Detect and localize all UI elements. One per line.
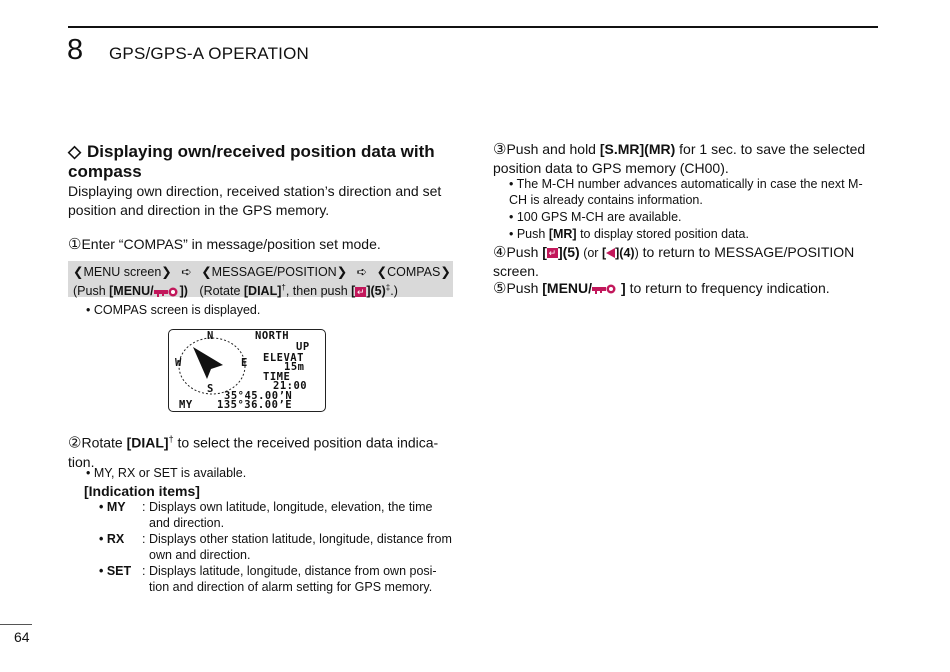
key-5-label: ](5): [557, 244, 580, 260]
menu-key-line: [73, 280, 453, 299]
bracket-open: [: [542, 244, 547, 260]
chapter-title: GPS/GPS-A OPERATION: [109, 44, 309, 63]
lcd-elevat: ELEVAT: [263, 352, 304, 364]
lcd-elevation-value: 15m: [284, 361, 305, 373]
step-1: [68, 235, 458, 254]
indication-desc: : Displays latitude, longitude, distance from own posi-tion and direction of alarm setting for GPS memory.: [142, 564, 437, 594]
lcd-my: MY: [179, 399, 193, 411]
section-title: Displaying own/received position data with compass: [68, 142, 435, 181]
arrow-icon: ➪: [356, 265, 368, 279]
compass-s-label: S: [207, 383, 214, 395]
step-2-pre: Rotate: [81, 434, 127, 451]
step-2-text: to select the received position data indica-tion.: [68, 434, 439, 470]
bracket-open: [: [601, 246, 607, 260]
lcd-latitude: 35°45.00’N: [224, 390, 293, 402]
indication-items-list: [99, 499, 453, 595]
menu-path-line: [73, 264, 453, 280]
chapter-number: 8: [67, 34, 84, 66]
footer-rule: [0, 624, 32, 625]
note-pre: • Push: [509, 227, 549, 241]
step-5-pre: Push: [506, 280, 543, 296]
step-4: [493, 243, 878, 281]
list-item: [99, 563, 453, 595]
step-3-number: ③: [493, 141, 507, 158]
lcd-north: NORTH: [255, 330, 290, 342]
list-item: • 100 GPS M-CH are available.: [509, 210, 682, 224]
key-icon: [154, 287, 180, 297]
step-1-note: • COMPAS screen is displayed.: [86, 303, 261, 317]
menu-path-item-3: ❮COMPAS❯: [376, 265, 451, 279]
step-5: [493, 279, 878, 298]
return-icon: ↵: [548, 248, 557, 259]
step-1-number: ①: [68, 236, 82, 253]
step-5-text: to return to frequency indication.: [625, 280, 830, 296]
menu-key-label: [MENU/: [542, 280, 593, 296]
compass-n-label: N: [207, 330, 214, 342]
step-3-text: for 1 sec. to save the selected position data to GPS memory (CH00).: [493, 141, 866, 176]
arrow-icon: ➪: [181, 265, 192, 279]
compass-lcd-screen: [168, 329, 326, 412]
dagger-mark: †: [281, 283, 286, 292]
indication-desc: : Displays own latitude, longitude, elevation, the time and direction.: [142, 500, 433, 530]
section-intro: Displaying own direction, received station’s direction and set position and direction in the GPS memory.: [68, 183, 442, 218]
list-item: • The M-CH number advances automatically in case the next M-CH is already contains information.: [509, 177, 863, 207]
dial-key-label: [DIAL]: [126, 434, 169, 451]
step-3-notes: [509, 176, 878, 242]
compass-e-label: E: [241, 357, 248, 369]
lcd-time: TIME: [263, 371, 291, 383]
menu-key-close: ]: [621, 280, 626, 296]
menu-key-label: [MENU/: [109, 284, 154, 299]
mr-key-label: [MR]: [548, 227, 577, 241]
step-4-number: ④: [493, 244, 507, 261]
list-item: [99, 499, 453, 531]
key-5-label: ](5): [366, 284, 386, 299]
diamond-icon: ◇: [68, 142, 82, 161]
menu-path-item-1: ❮MENU screen❯: [73, 265, 172, 279]
step-3: [493, 140, 878, 178]
double-dagger-mark: ‡: [385, 283, 391, 292]
step-5-number: ⑤: [493, 280, 507, 297]
step-3-pre: Push and hold: [506, 141, 600, 157]
menu-push-text: (Push: [73, 284, 110, 299]
compass-w-label: W: [175, 357, 182, 369]
lcd-up: UP: [296, 341, 310, 353]
step-4-pre: Push: [506, 244, 543, 260]
menu-key-close: ]): [179, 284, 188, 299]
close-paren: ): [634, 246, 639, 260]
bracket-open: [: [351, 284, 356, 299]
menu-then-text: , then push: [285, 284, 352, 299]
lcd-longitude: 135°36.00’E: [217, 399, 293, 411]
step-1-text: Enter “COMPAS” in message/position set mode.: [81, 236, 381, 252]
menu-rotate-text: (Rotate: [199, 284, 244, 299]
indication-key: • RX: [99, 532, 125, 546]
note-post: to display stored position data.: [576, 227, 749, 241]
list-item: [99, 531, 453, 563]
key-icon: [592, 284, 618, 294]
indication-items-title: [Indication items]: [84, 483, 200, 499]
return-icon: ↵: [357, 286, 365, 297]
step-4-text: to return to MESSAGE/POSITION screen.: [493, 244, 855, 279]
menu-path-item-2: ❮MESSAGE/POSITION❯: [201, 265, 348, 279]
section-heading: [68, 142, 458, 182]
dial-key-label: [DIAL]: [243, 284, 282, 299]
back-arrow-icon: [606, 248, 615, 258]
key-4-label: ](4): [615, 246, 635, 260]
indication-desc: : Displays other station latitude, longitude, distance from own and direction.: [142, 532, 452, 562]
dagger-mark: †: [168, 434, 174, 444]
step-2-note: • MY, RX or SET is available.: [86, 466, 247, 480]
indication-key: • MY: [99, 500, 126, 514]
smr-key-label: [S.MR](MR): [599, 141, 676, 157]
step-2-number: ②: [68, 434, 82, 452]
list-item: [509, 226, 878, 242]
lcd-time-value: 21:00: [273, 380, 308, 392]
menu-end-text: .): [390, 284, 398, 299]
or-text: (or: [579, 246, 602, 260]
indication-key: • SET: [99, 564, 132, 578]
page-number: 64: [14, 629, 30, 645]
menu-path-box: [68, 261, 453, 297]
header-rule: [68, 26, 878, 28]
